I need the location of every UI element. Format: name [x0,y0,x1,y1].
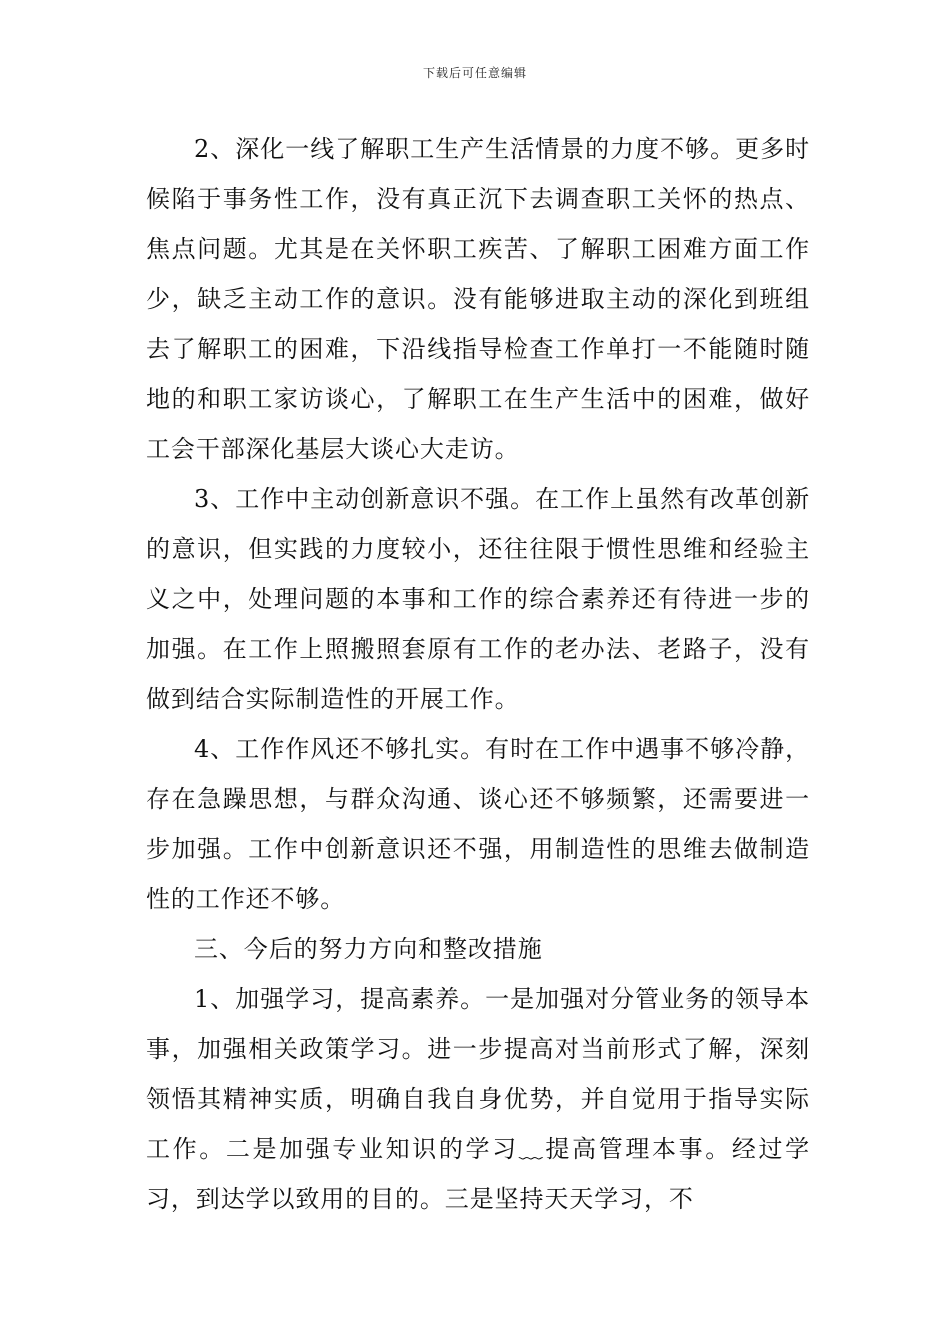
section-heading: 三、今后的努力方向和整改措施 [194,935,543,963]
document-body [146,124,810,1224]
paragraph-measure-1: 1、加强学习，提高素养。一是加强对分管业务的领导本事，加强相关政策学习。进一步提高对当前形式了解，深刻领悟其精神实质，明确自我自身优势，并自觉用于指导实际工作。二是加强专业知识的学习﹏提高管理本事。经过学习，到达学以致用的目的。三是坚持天天学习，不 [146,985,810,1213]
paragraph-item-3: 3、工作中主动创新意识不强。在工作上虽然有改革创新的意识，但实践的力度较小，还往往限于惯性思维和经验主义之中，处理问题的本事和工作的综合素养还有待进一步的加强。在工作上照搬照套原有工作的老办法、老路子，没有做到结合实际制造性的开展工作。 [146,485,810,713]
page-header: 下载后可任意编辑 [422,66,527,80]
paragraph-item-4: 4、工作作风还不够扎实。有时在工作中遇事不够冷静，存在急躁思想，与群众沟通、谈心还不够频繁，还需要进一步加强。工作中创新意识还不强，用制造性的思维去做制造性的工作还不够。 [146,735,810,913]
paragraph-item-2: 2、深化一线了解职工生产生活情景的力度不够。更多时候陷于事务性工作，没有真正沉下去调查职工关怀的热点、焦点问题。尤其是在关怀职工疾苦、了解职工困难方面工作少，缺乏主动工作的意识。没有能够进取主动的深化到班组去了解职工的困难，下沿线指导检查工作单打一不能随时随地的和职工家访谈心，了解职工在生产生活中的困难，做好工会干部深化基层大谈心大走访。 [146,135,810,463]
